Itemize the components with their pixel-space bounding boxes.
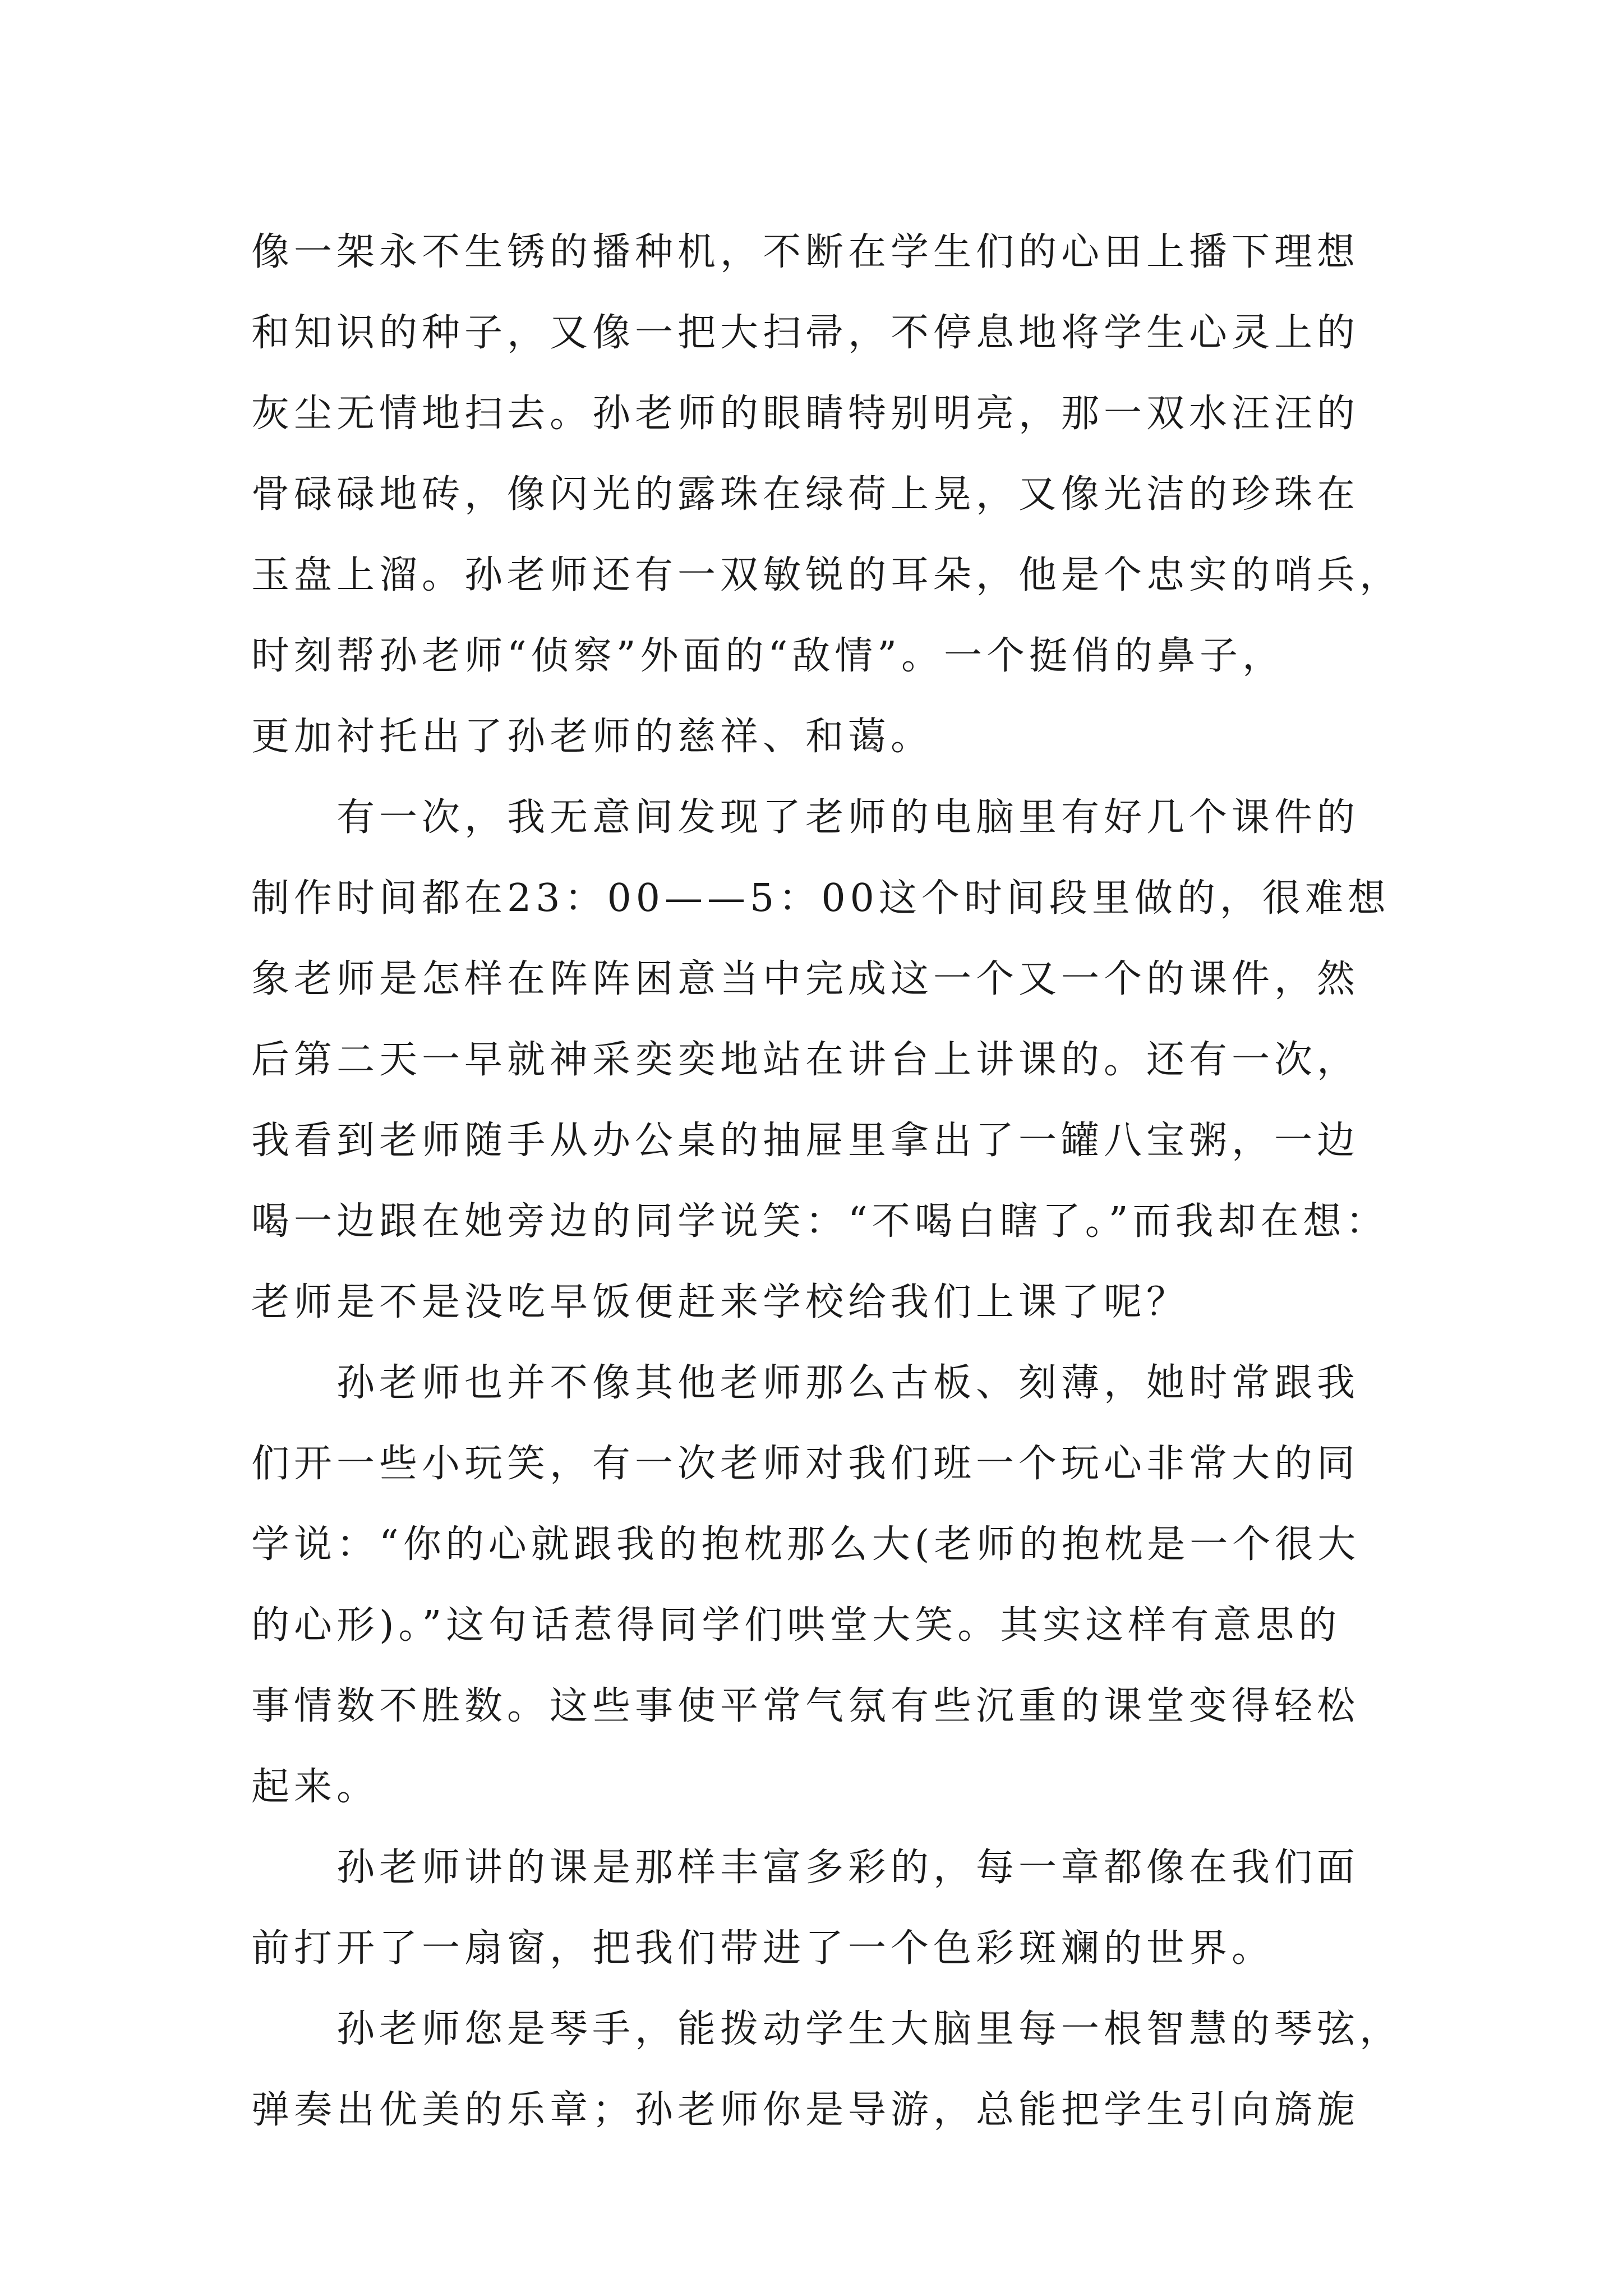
paragraph-first-line: 孙老师讲的课是那样丰富多彩的，每一章都像在我们面 [336, 1846, 1360, 1890]
text-line: 时刻帮孙老师“侦察”外面的“敌情”。一个挺俏的鼻子， [251, 634, 1285, 678]
paragraph-first-line: 孙老师也并不像其他老师那么古板、刻薄，她时常跟我 [336, 1361, 1360, 1405]
text-line: 玉盘上溜。孙老师还有一双敏锐的耳朵，他是个忠实的哨兵， [251, 553, 1403, 597]
text-line: 弹奏出优美的乐章；孙老师你是导游，总能把学生引向旖旎 [251, 2088, 1360, 2132]
text-line: 制作时间都在23：00——5：00这个时间段里做的，很难想 [251, 876, 1390, 921]
text-line: 后第二天一早就神采奕奕地站在讲台上讲课的。还有一次， [251, 1038, 1360, 1082]
text-line: 的心形)。”这句话惹得同学们哄堂大笑。其实这样有意思的 [251, 1603, 1341, 1648]
text-line: 前打开了一扇窗，把我们带进了一个色彩斑斓的世界。 [251, 1926, 1275, 1971]
text-line: 起来。 [251, 1765, 380, 1809]
text-line: 事情数不胜数。这些事使平常气氛有些沉重的课堂变得轻松 [251, 1684, 1360, 1728]
text-line: 喝一边跟在她旁边的同学说笑：“不喝白瞎了。”而我却在想： [251, 1199, 1389, 1244]
text-line: 学说：“你的心就跟我的抱枕那么大(老师的抱枕是一个很大 [251, 1522, 1361, 1567]
text-line: 像一架永不生锈的播种机，不断在学生们的心田上播下理想 [251, 230, 1360, 274]
text-line: 老师是不是没吃早饭便赶来学校给我们上课了呢？ [251, 1280, 1189, 1324]
text-line: 们开一些小玩笑，有一次老师对我们班一个玩心非常大的同 [251, 1442, 1360, 1486]
text-line: 更加衬托出了孙老师的慈祥、和蔼。 [251, 715, 934, 759]
text-line: 象老师是怎样在阵阵困意当中完成这一个又一个的课件，然 [251, 957, 1360, 1001]
text-line: 灰尘无情地扫去。孙老师的眼睛特别明亮，那一双水汪汪的 [251, 392, 1360, 436]
text-line: 骨碌碌地砖，像闪光的露珠在绿荷上晃，又像光洁的珍珠在 [251, 472, 1360, 517]
paragraph-first-line: 有一次，我无意间发现了老师的电脑里有好几个课件的 [336, 795, 1360, 840]
body-text [251, 212, 1401, 2151]
text-line: 我看到老师随手从办公桌的抽屉里拿出了一罐八宝粥，一边 [251, 1119, 1360, 1163]
paragraph-first-line: 孙老师您是琴手，能拨动学生大脑里每一根智慧的琴弦， [336, 2007, 1403, 2051]
text-line: 和知识的种子，又像一把大扫帚，不停息地将学生心灵上的 [251, 311, 1360, 355]
